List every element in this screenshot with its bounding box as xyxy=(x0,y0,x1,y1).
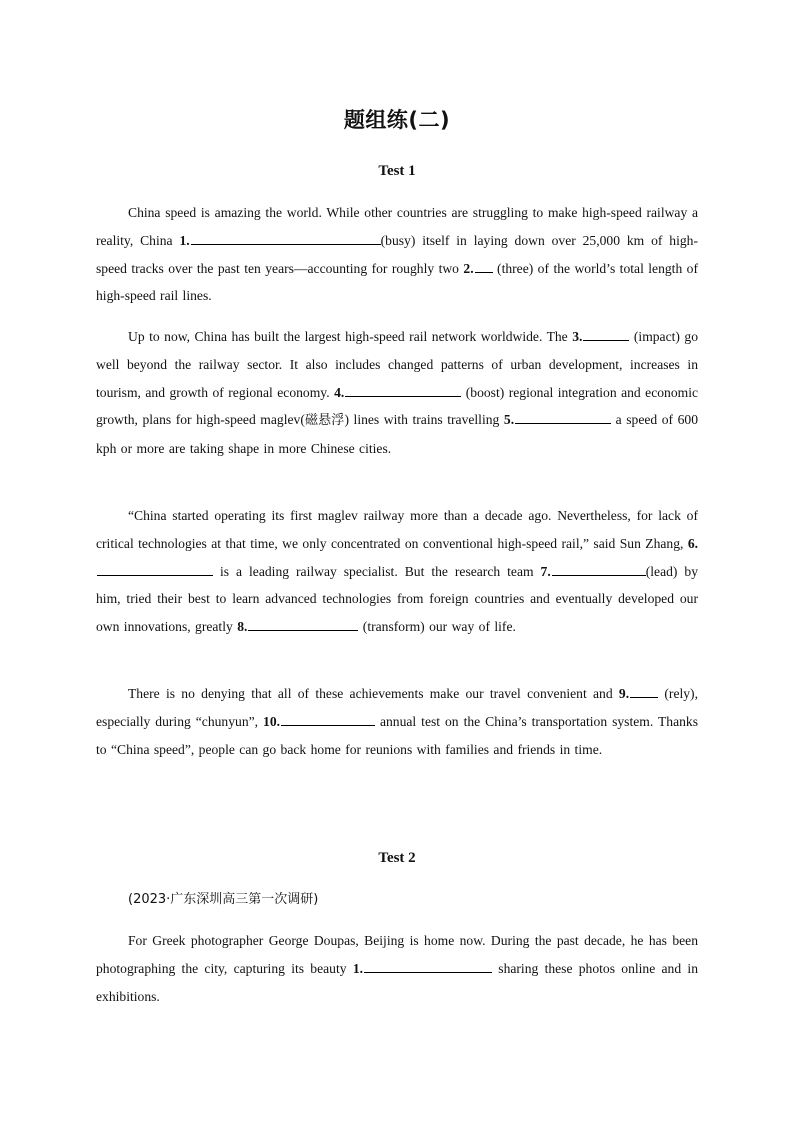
test1-paragraph-2 xyxy=(96,323,698,463)
answer-blank-9[interactable] xyxy=(630,682,658,698)
answer-blank-1[interactable] xyxy=(191,229,381,245)
text-run: is a leading railway specialist. But the research team xyxy=(213,563,541,579)
test1-heading: Test 1 xyxy=(378,163,416,179)
blank-number-4: 4. xyxy=(334,384,345,400)
answer-blank-7[interactable] xyxy=(552,560,646,576)
text-run: (impact) go well beyond the railway sector. It also includes changed patterns of urban development, increases in tourism, and growth of regional economy. xyxy=(96,329,699,400)
page-title: 题组练(二) xyxy=(343,108,451,132)
test2-answer-blank-1[interactable] xyxy=(364,957,492,973)
text-run: For Greek photographer George Doupas, Beijing is home now. During the past decade, he has been photographing the city, capturing its beauty xyxy=(96,933,698,976)
text-run: (boost) regional integration and economic growth, plans for high-speed maglev( xyxy=(96,384,699,428)
test2-blank-number-1: 1. xyxy=(352,960,364,976)
answer-blank-3[interactable] xyxy=(583,325,629,341)
text-run: (transform) our way of life. xyxy=(358,619,516,635)
blank-number-1: 1. xyxy=(179,232,190,248)
text-run: (rely), especially during “chunyun”, xyxy=(96,686,698,729)
blank-number-10: 10. xyxy=(263,713,281,729)
text-run: annual test on the China’s transportation system. Thanks to “China speed”, people can go back home for reunions with families and friends in time. xyxy=(96,713,698,757)
blank-number-2: 2. xyxy=(463,260,474,276)
text-run: sharing these photos online and in exhibitions. xyxy=(96,960,698,1004)
blank-number-7: 7. xyxy=(540,563,551,579)
answer-blank-6[interactable] xyxy=(97,560,213,576)
text-run: There is no denying that all of these achievements make our travel convenient and xyxy=(128,686,619,701)
text-run: (busy) itself in laying down over 25,000 km of high-speed tracks over the past ten years—accounting for roughly two xyxy=(96,232,698,276)
source-note: (2023·广东深圳高三第一次调研) xyxy=(128,892,319,907)
text-run: (lead) by him, tried their best to learn advanced technologies from foreign countries and eventually developed our own innovations, greatly xyxy=(96,563,699,635)
blank-number-5: 5. xyxy=(503,412,515,428)
test2-paragraph-1 xyxy=(96,927,698,1010)
test1-paragraph-1 xyxy=(96,199,698,310)
text-run: Up to now, China has built the largest high-speed rail network worldwide. The xyxy=(128,329,573,344)
blank-number-9: 9. xyxy=(618,686,630,701)
answer-blank-2[interactable] xyxy=(475,257,493,273)
text-run: “China started operating its first maglev railway more than a decade ago. Nevertheless, for lack of critical technologies at that time, we only concentrated on conventional high-speed rail,” said Sun Zhang, xyxy=(96,508,698,551)
text-run: ) lines with trains travelling xyxy=(344,412,504,428)
answer-blank-10[interactable] xyxy=(281,710,375,726)
blank-number-6: 6. xyxy=(687,535,699,551)
text-run: a speed of 600 kph or more are taking shape in more Chinese cities. xyxy=(96,412,698,457)
answer-blank-5[interactable] xyxy=(515,408,611,424)
blank-number-3: 3. xyxy=(572,329,583,344)
text-run: (three) of the world’s total length of high-speed rail lines. xyxy=(96,260,698,304)
test1-paragraph-4 xyxy=(96,680,698,763)
test1-paragraph-3 xyxy=(96,502,698,641)
chinese-gloss: 磁悬浮 xyxy=(304,413,345,429)
answer-blank-8[interactable] xyxy=(248,615,358,631)
blank-number-8: 8. xyxy=(237,619,248,635)
answer-blank-4[interactable] xyxy=(345,381,461,397)
text-run: China speed is amazing the world. While other countries are struggling to make high-speed railway a reality, China xyxy=(96,205,698,248)
test2-heading: Test 2 xyxy=(378,850,416,866)
